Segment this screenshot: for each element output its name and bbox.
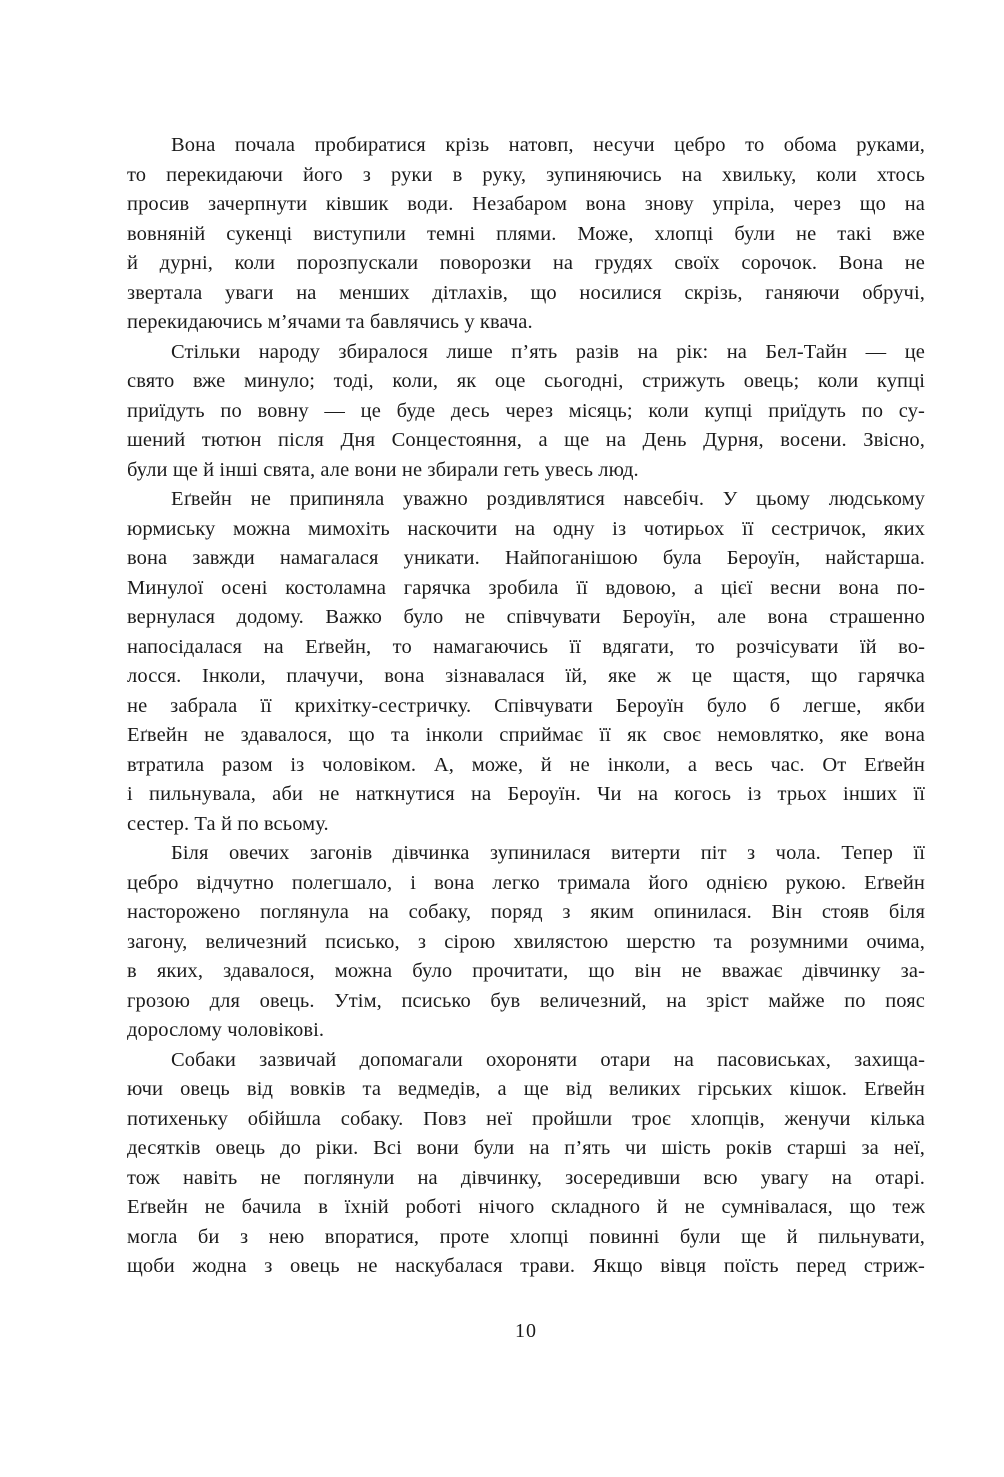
paragraph: [127, 485, 925, 839]
text-line: свято вже минуло; тоді, коли, як оце сьогодні, стрижуть овець; коли купці: [127, 370, 925, 392]
text-line: тож навіть не поглянули на дівчинку, зосередивши всю увагу на отарі.: [127, 1166, 925, 1189]
text-line: вона завжди намагалася уникати. Найпоганішою була Бероуїн, найстарша.: [127, 547, 925, 569]
text-line: Минулої осені костоламна гарячка зробила її вдовою, а цієї весни вона по-: [127, 576, 925, 599]
text-line: щоби жодна з овець не наскубалася трави. Якщо вівця поїсть перед стриж-: [127, 1255, 925, 1277]
text-line: Собаки зазвичай допомагали охороняти отари на пасовиськах, захища-: [171, 1048, 925, 1071]
text-line: приїдуть по вовну — це буде десь через місяць; коли купці приїдуть по су-: [127, 399, 925, 422]
text-line: могла би з нею впоратися, проте хлопці повинні були ще й пильнувати,: [127, 1225, 925, 1248]
text-line: не забрала її крихітку-сестричку. Співчувати Бероуїн було б легше, якби: [127, 694, 925, 717]
text-line: звертала уваги на менших дітлахів, що носилися скрізь, ганяючи обручі,: [127, 281, 925, 304]
text-line: перекидаючись м’ячами та бавлячись у квача.: [127, 311, 533, 333]
text-line: вернулася додому. Важко було не співчувати Бероуїн, але вона страшенно: [127, 606, 925, 628]
text-line: Еґвейн не припиняла уважно роздивлятися навсебіч. У цьому людському: [171, 488, 925, 510]
text-line: грозою для овець. Утім, псисько був величезний, на зріст майже по пояс: [127, 989, 925, 1012]
page-number: 10: [515, 1320, 537, 1342]
text-line: втратила разом із чоловіком. А, може, й не інколи, а весь час. От Еґвейн: [127, 753, 925, 776]
text-line: юрмиську можна мимохіть наскочити на одну із чотирьох її сестричок, яких: [127, 517, 925, 540]
text-line: Біля овечих загонів дівчинка зупинилася витерти піт з чола. Тепер її: [171, 842, 925, 864]
text-line: то перекидаючи його з руки в руку, зупиняючись на хвильку, коли хтось: [127, 163, 925, 186]
paragraph: [127, 839, 925, 1046]
text-line: лосся. Інколи, плачучи, вона зізнавалася їй, яке ж це щастя, що гарячка: [127, 665, 925, 687]
text-line: шений тютюн після Дня Сонцестояння, а ще на День Дурня, восени. Звісно,: [127, 429, 925, 451]
text-block: [127, 131, 925, 1282]
text-line: Вона почала пробиратися крізь натовп, несучи цебро то обома руками,: [171, 134, 925, 156]
text-line: напосідалася на Еґвейн, то намагаючись її вдягати, то розчісувати їй во-: [127, 635, 925, 658]
text-line: насторожено поглянула на собаку, поряд з яким опинилася. Він стояв біля: [127, 901, 925, 923]
text-line: дорослому чоловікові.: [127, 1019, 325, 1041]
text-line: загону, величезний псисько, з сірою хвилястою шерстю та розумними очима,: [127, 930, 925, 953]
text-line: вовняній сукенці виступили темні плями. Може, хлопці були не такі вже: [127, 222, 925, 245]
text-line: Еґвейн не бачила в їхній роботі нічого складного й не сумнівалася, що теж: [127, 1196, 925, 1218]
text-line: були ще й інші свята, але вони не збирали геть увесь люд.: [127, 458, 639, 481]
text-line: ючи овець від вовків та ведмедів, а ще від великих гірських кішок. Еґвейн: [127, 1078, 925, 1100]
paragraph: [127, 1046, 925, 1282]
text-line: в яких, здавалося, можна було прочитати, що він не вважає дівчинку за-: [127, 960, 925, 982]
text-line: десятків овець до ріки. Всі вони були на п’ять чи шість років старші за неї,: [127, 1137, 925, 1159]
text-line: Еґвейн не здавалося, що та інколи сприймає її як своє немовлятко, яке вона: [127, 724, 925, 746]
paragraph: [127, 338, 925, 486]
text-line: і пильнувала, аби не наткнутися на Бероуїн. Чи на когось із трьох інших її: [127, 783, 925, 805]
paragraph: [127, 131, 925, 338]
text-line: потихеньку обійшла собаку. Повз неї пройшли троє хлопців, женучи кілька: [127, 1107, 925, 1130]
text-line: сестер. Та й по всьому.: [127, 812, 329, 835]
text-line: Стільки народу збиралося лише п’ять разів на рік: на Бел-Тайн — це: [171, 340, 925, 363]
text-line: цебро відчутно полегшало, і вона легко тримала його однією рукою. Еґвейн: [127, 871, 925, 894]
text-line: просив зачерпнути ківшик води. Незабаром вона знову упріла, через що на: [127, 193, 925, 215]
text-line: й дурні, коли порозпускали поворозки на грудях своїх сорочок. Вона не: [127, 252, 925, 274]
